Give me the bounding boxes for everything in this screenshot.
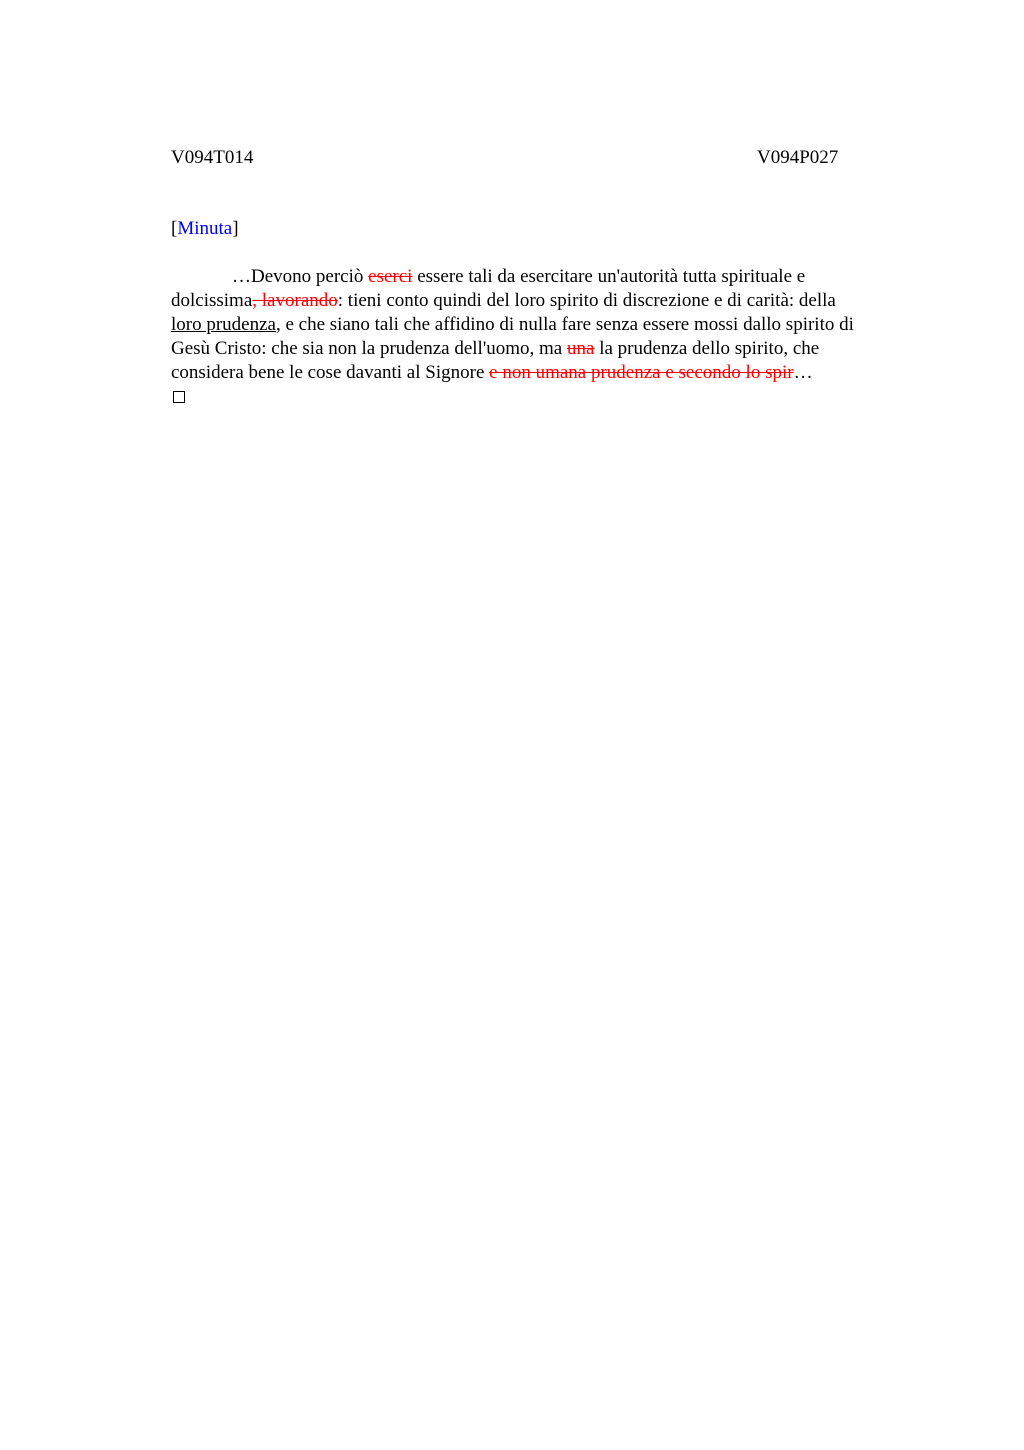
text-run: essere tali da esercitare un'autorità tutta spirituale e — [412, 266, 806, 287]
deleted-text: e non umana prudenza e secondo lo spir — [489, 362, 794, 383]
text-run: dolcissima — [171, 290, 253, 311]
body-line-6 — [171, 385, 919, 409]
section-label — [171, 217, 239, 241]
deleted-text: , lavorando — [252, 290, 338, 311]
body-line-5 — [171, 361, 919, 385]
text-run: considera bene le cose davanti al Signore — [171, 362, 490, 383]
text-run: , e che siano tali che affidino di nulla fare senza essere mossi dallo spirito di — [275, 314, 854, 335]
body-line-2 — [171, 289, 919, 313]
text-run: Gesù Cristo: che sia non la prudenza dell'uomo, ma — [171, 338, 567, 359]
document-code-left: V094T014 — [171, 147, 254, 168]
body-paragraph — [171, 265, 919, 409]
open-bracket: [ — [171, 218, 178, 239]
deleted-text: una — [567, 338, 595, 359]
close-bracket: ] — [232, 218, 239, 239]
text-run: la prudenza dello spirito, che — [594, 338, 820, 359]
text-run: : tieni conto quindi del loro spirito di discrezione e di carità: della — [337, 290, 836, 311]
body-line-3 — [171, 313, 919, 337]
section-label-text: Minuta — [177, 218, 233, 239]
body-line-4 — [171, 337, 919, 361]
square-box-icon — [173, 391, 185, 403]
body-line-1 — [171, 265, 919, 289]
document-code-right: V094P027 — [757, 147, 839, 168]
deleted-text: eserci — [368, 266, 413, 287]
text-run: …Devono perciò — [232, 266, 369, 287]
text-run: … — [793, 362, 813, 383]
underlined-text: loro prudenza — [171, 314, 276, 335]
